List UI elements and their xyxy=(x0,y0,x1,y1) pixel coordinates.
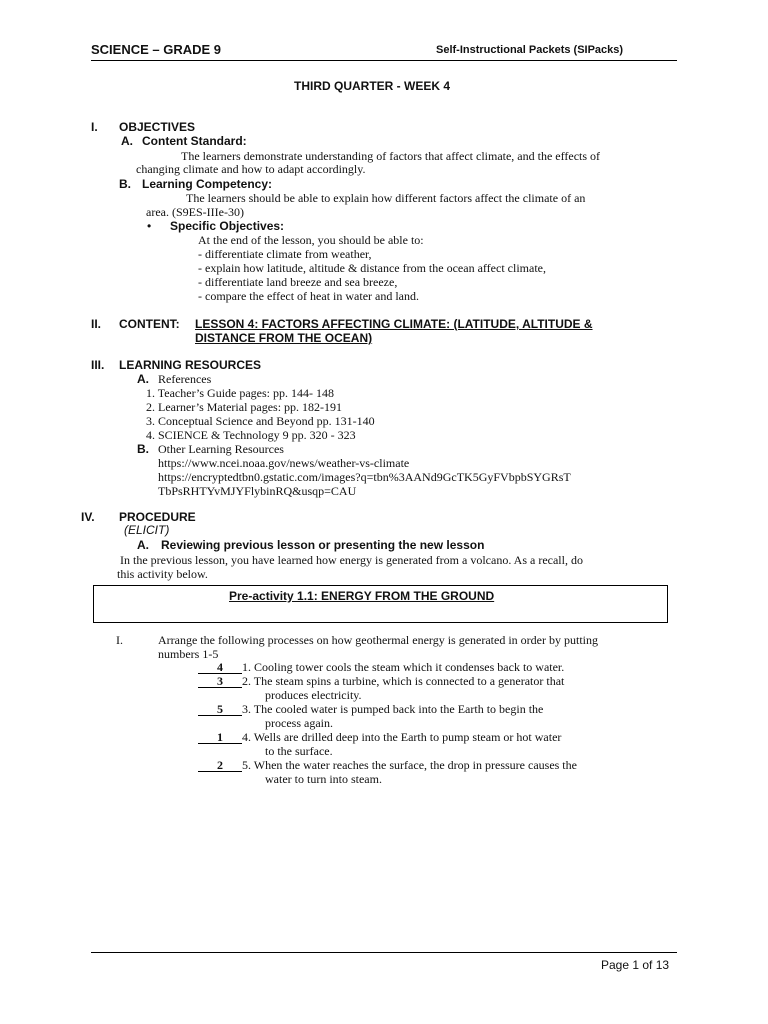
reference-item: 2. Learner’s Material pages: pp. 182-191 xyxy=(146,400,343,414)
resource-link[interactable]: https://encryptedtbn0.gstatic.com/images?q=tbn%3AANd9GcTK5GyFVbpbSYGRsT xyxy=(158,470,571,484)
footer-rule xyxy=(91,952,677,953)
answer-blank[interactable]: 1 xyxy=(198,731,242,744)
task-instruction-line-2: numbers 1-5 xyxy=(158,647,219,661)
reference-item: 3. Conceptual Science and Beyond pp. 131-140 xyxy=(146,414,375,428)
page-title: THIRD QUARTER - WEEK 4 xyxy=(294,79,450,93)
objective-item: - differentiate land breeze and sea breeze, xyxy=(198,275,398,289)
reference-item: 1. Teacher’s Guide pages: pp. 144- 148 xyxy=(146,386,335,400)
objectives-heading: OBJECTIVES xyxy=(119,120,196,134)
resource-link-continued[interactable]: TbPsRHTYvMJYFlybinRQ&usqp=CAU xyxy=(158,484,357,498)
specific-objectives-heading: Specific Objectives: xyxy=(170,219,285,233)
content-standard-marker: A. xyxy=(121,134,133,148)
references-label: References xyxy=(158,372,212,386)
objective-item: - explain how latitude, altitude & distance from the ocean affect climate, xyxy=(198,261,546,275)
task-numeral: I. xyxy=(116,633,123,647)
lesson-title-line-1: LESSON 4: FACTORS AFFECTING CLIMATE: (LATITUDE, ALTITUDE & xyxy=(195,317,593,331)
step-text: 5. When the water reaches the surface, the drop in pressure causes the xyxy=(242,758,577,772)
review-heading: Reviewing previous lesson or presenting the new lesson xyxy=(161,538,485,552)
header-subject: SCIENCE – GRADE 9 xyxy=(91,42,222,57)
task-instruction-line-1: Arrange the following processes on how geothermal energy is generated in order by putting xyxy=(158,633,598,647)
step-text-continued: water to turn into steam. xyxy=(265,772,382,786)
activity-title: Pre-activity 1.1: ENERGY FROM THE GROUND xyxy=(229,589,495,603)
step-text: 3. The cooled water is pumped back into the Earth to begin the xyxy=(242,702,544,716)
procedure-intro-line-2: this activity below. xyxy=(117,567,208,581)
references-marker: A. xyxy=(137,372,149,386)
step-text-continued: to the surface. xyxy=(265,744,333,758)
content-numeral: II. xyxy=(91,317,102,331)
page-number: Page 1 of 13 xyxy=(601,958,670,972)
resources-heading: LEARNING RESOURCES xyxy=(119,358,262,372)
specific-objectives-intro: At the end of the lesson, you should be able to: xyxy=(198,233,424,247)
competency-marker: B. xyxy=(119,177,131,191)
procedure-numeral: IV. xyxy=(81,510,95,524)
step-text-continued: produces electricity. xyxy=(265,688,362,702)
step-item xyxy=(198,674,564,689)
reference-item: 4. SCIENCE & Technology 9 pp. 320 - 323 xyxy=(146,428,356,442)
header-rule xyxy=(91,60,677,61)
resources-numeral: III. xyxy=(91,358,105,372)
step-text: 4. Wells are drilled deep into the Earth to pump steam or hot water xyxy=(242,730,562,744)
step-text: 1. Cooling tower cools the steam which it condenses back to water. xyxy=(242,660,565,674)
competency-heading: Learning Competency: xyxy=(142,177,273,191)
procedure-intro-line-1: In the previous lesson, you have learned how energy is generated from a volcano. As a recall, do xyxy=(120,553,583,567)
content-standard-heading: Content Standard: xyxy=(142,134,247,148)
step-item xyxy=(198,660,564,675)
content-standard-line-2: changing climate and how to adapt accordingly. xyxy=(136,162,366,176)
objectives-numeral: I. xyxy=(91,120,98,134)
competency-line-1: The learners should be able to explain how different factors affect the climate of an xyxy=(186,191,586,205)
answer-blank[interactable]: 3 xyxy=(198,675,242,688)
answer-blank[interactable]: 2 xyxy=(198,759,242,772)
answer-blank[interactable]: 5 xyxy=(198,703,242,716)
competency-line-2: area. (S9ES-IIIe-30) xyxy=(146,205,244,219)
step-text: 2. The steam spins a turbine, which is connected to a generator that xyxy=(242,674,565,688)
content-standard-line-1: The learners demonstrate understanding of factors that affect climate, and the effects of xyxy=(181,149,601,163)
other-resources-label: Other Learning Resources xyxy=(158,442,284,456)
lesson-title-line-2: DISTANCE FROM THE OCEAN) xyxy=(195,331,373,345)
objective-item: - compare the effect of heat in water and land. xyxy=(198,289,420,303)
review-marker: A. xyxy=(137,538,149,552)
resource-link[interactable]: https://www.ncei.noaa.gov/news/weather-vs-climate xyxy=(158,456,410,470)
answer-blank[interactable]: 4 xyxy=(198,661,242,674)
step-item xyxy=(198,702,543,717)
step-text-continued: process again. xyxy=(265,716,333,730)
procedure-heading: PROCEDURE xyxy=(119,510,196,524)
header-series: Self-Instructional Packets (SIPacks) xyxy=(436,44,624,56)
content-label: CONTENT: xyxy=(119,317,180,331)
objective-item: - differentiate climate from weather, xyxy=(198,247,372,261)
step-item xyxy=(198,730,561,745)
procedure-phase: (ELICIT) xyxy=(124,523,170,537)
step-item xyxy=(198,758,577,773)
other-resources-marker: B. xyxy=(137,442,149,456)
specific-objectives-bullet: • xyxy=(147,219,152,233)
